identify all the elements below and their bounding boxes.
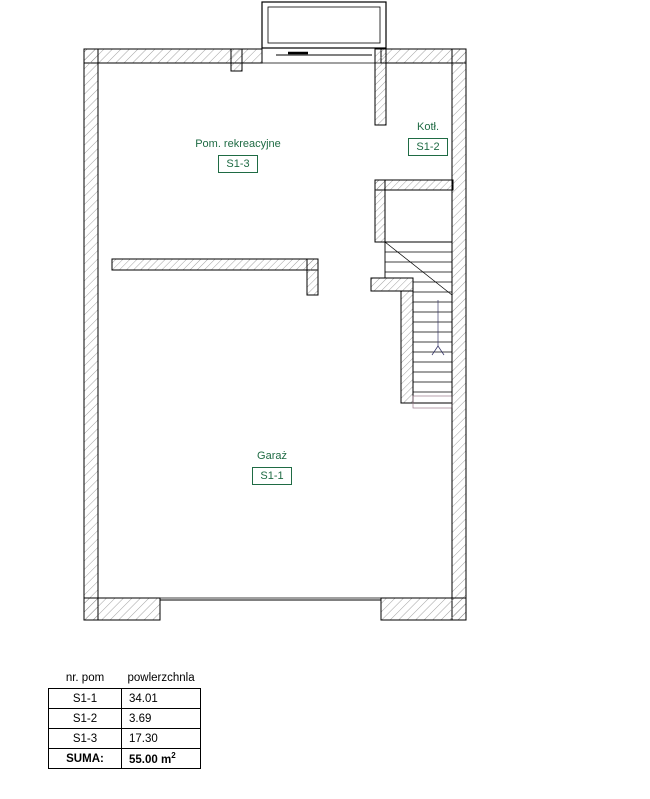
header-room-number: nr. pom — [65, 671, 105, 684]
total-number: 55.00 m — [129, 753, 172, 766]
room-code: S1-2 — [408, 138, 447, 156]
cell-total-label: SUMA: — [49, 749, 122, 769]
table-row-total — [49, 749, 201, 769]
table-row — [49, 729, 201, 749]
area-schedule-table — [48, 668, 201, 769]
room-code: S1-1 — [252, 467, 291, 485]
entrance-porch — [262, 2, 386, 55]
table-row — [49, 689, 201, 709]
room-label-s1-2 — [386, 121, 470, 156]
table-header-row — [49, 668, 201, 689]
room-name: Kotł. — [416, 121, 439, 133]
total-unit-exponent: 2 — [171, 751, 176, 761]
room-label-s1-3 — [166, 138, 310, 173]
room-label-s1-1 — [222, 450, 322, 485]
table-row — [49, 709, 201, 729]
cell-room-area: 34.01 — [122, 689, 201, 709]
cell-room-code: S1-2 — [49, 709, 122, 729]
room-code: S1-3 — [218, 155, 257, 173]
header-area: powlerzchnla — [127, 671, 195, 684]
cell-room-code: S1-3 — [49, 729, 122, 749]
cell-total-value — [122, 749, 201, 769]
interior-walls — [112, 49, 453, 403]
room-name: Garaż — [257, 450, 287, 462]
cell-room-area: 3.69 — [122, 709, 201, 729]
cell-room-code: S1-1 — [49, 689, 122, 709]
cell-room-area: 17.30 — [122, 729, 201, 749]
room-name: Pom. rekreacyjne — [195, 138, 281, 150]
